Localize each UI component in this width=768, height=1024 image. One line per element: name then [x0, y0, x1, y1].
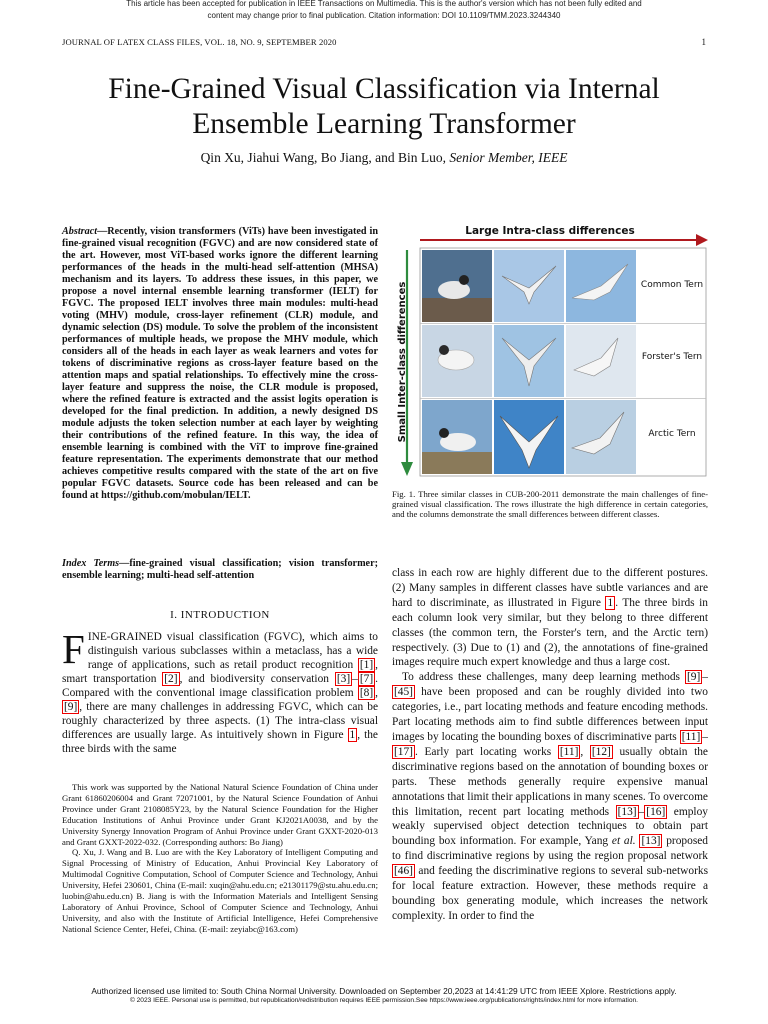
- intro-text: , the three birds with the same: [62, 729, 378, 755]
- body-text: ,: [580, 745, 584, 758]
- citation-link[interactable]: [17]: [394, 745, 413, 758]
- body-text: class in each row are highly different due to the different postures. (2) Many samples in different classes have subtle variances and are hard to discriminate, as illustrated in Figure: [392, 567, 708, 609]
- figure-link[interactable]: 1: [349, 729, 356, 741]
- intro-text: INE-GRAINED visual classification (FGVC), which aims to distinguish various subclasses within a metaclass, has a wide range of applications, such as retail product recognition: [87, 631, 378, 671]
- citation-link[interactable]: [1]: [359, 659, 374, 671]
- row-label-arctic-tern: Arctic Tern: [648, 429, 696, 439]
- body-text-italic: et al.: [608, 835, 636, 848]
- body-text: usually obtain the discriminative regions based on the annotation of bounding boxes or parts. These methods generally require expensive manual annotations that limit their applications in many scenes. To overcome this limitation, recent part locating methods: [392, 745, 708, 818]
- intro-paragraph: [62, 626, 378, 756]
- body-text: –: [702, 730, 708, 743]
- index-terms-text: —fine-grained visual classification; vision transformer; ensemble learning; multi-head self-attention: [62, 558, 378, 581]
- page-number: 1: [701, 37, 706, 47]
- citation-link[interactable]: [12]: [591, 745, 611, 758]
- abstract-label: Abstract: [62, 226, 98, 237]
- accepted-notice: [0, 0, 768, 22]
- citation-link[interactable]: [2]: [164, 673, 178, 685]
- bird-photo-row-3: [422, 400, 636, 474]
- paragraph: [392, 566, 708, 670]
- running-head: JOURNAL OF LATEX CLASS FILES, VOL. 18, NO. 9, SEPTEMBER 2020: [62, 37, 337, 47]
- citation-link[interactable]: [46]: [394, 865, 413, 878]
- citation-link[interactable]: [8]: [359, 687, 374, 699]
- index-terms: [62, 558, 378, 582]
- body-text: –: [638, 805, 645, 818]
- citation-link[interactable]: [9]: [64, 701, 78, 713]
- body-text: –: [702, 671, 708, 684]
- intro-text: , there are many challenges in addressing FGVC, which can be roughly characterized by three aspects. (1) The intra-class visual differences are usually large. As intuitively shown in Figure: [62, 701, 378, 741]
- body-text: To address these challenges, many deep learning methods: [402, 671, 680, 684]
- row-label-forsters-tern: Forster's Tern: [641, 352, 703, 362]
- intro-text: , smart transportation: [62, 659, 378, 685]
- figure-caption: Fig. 1. Three similar classes in CUB-200-2011 demonstrate the main challenges of fine-grained visual classification. The rows illustrate the high difference in certain categories, and the columns demonstrate the small differences between different classes.: [392, 489, 708, 520]
- abstract-text: —Recently, vision transformers (ViTs) have been investigated in fine-grained visual recognition (FGVC) and are now considered state of the art. However, most ViT-based works ignore the different learning performances of the heads in the multi-head self-attention (MHSA) mechanism and its layers. To address these issues, in this paper, we propose a novel internal ensemble learning transformer (IELT) for FGVC. The proposed IELT involves three main modules: multi-head voting (MHV) module, cross-layer refinement (CLR) module, and dynamic selection (DS) module. To solve the problem of the inconsistent performances of multiple heads, we propose the MHV module, which considers all of the heads in each layer as weak learners and votes for tokens of discriminative regions as cross-layer feature based on the attention maps and spatial relationships. To effectively mine the cross-layer feature and suppress the noise, the CLR module is proposed, where the refined feature is extracted and the assist logits operation is developed for the final prediction. In addition, a newly designed DS module adjusts the token selection number at each layer by weighting their contributions of the refined feature. In this way, the idea of ensemble learning is combined with the ViT to improve fine-grained feature representation. The experiments demonstrate that our method achieves competitive results compared with the state of the art on five popular FGVC datasets. Source code has been released and can be found at https://github.com/mobulan/IELT.: [62, 226, 378, 501]
- title-line-2: Ensemble Learning Transformer: [192, 108, 576, 140]
- body-text: have been proposed and can be roughly divided into two categories, i.e., part locating methods and feature encoding methods. Part locating methods aim to find subtle differences between input images by locating the bounding boxes of discriminative parts: [392, 686, 708, 743]
- footnotes: [62, 782, 378, 935]
- body-text: employ weakly supervised object detection techniques to obtain part bounding box information. For example, Yang: [392, 805, 708, 848]
- notice-line-1: This article has been accepted for publication in IEEE Transactions on Multimedia. This is the author's version which has not been fully edited and: [126, 0, 642, 8]
- affiliation-footnote: Q. Xu, J. Wang and B. Luo are with the Key Laboratory of Intelligent Computing and Signal Processing of Ministry of Education, Anhui Provincial Key Laboratory of Multimodal Cognitive Computation, School of Computer Science and Technology, Anhui University, Hefei 230601, China (E-mail: xuqin@ahu.edu.cn; e21301179@stu.ahu.edu.cn; luobin@ahu.edu.cn) B. Jiang is with the Information Materials and Intelligent Sensing Laboratory of Anhui Province, School of Computer Science and Technology, Anhui University, and also with the Institute of Artificial Intelligence, Hefei Comprehensive National Science Center, Hefei, China. (E-mail: zeyiabc@163.com): [62, 847, 378, 934]
- intro-text: –: [352, 673, 358, 685]
- citation-link[interactable]: [9]: [687, 671, 701, 684]
- copyright-footer: © 2023 IEEE. Personal use is permitted, but republication/redistribution requires IEEE permission.See https://www.ieee.org/publications/rights/index.html for more information.: [129, 997, 639, 1004]
- citation-link[interactable]: [11]: [559, 745, 579, 758]
- section-title: I. INTRODUCTION: [170, 609, 270, 621]
- bird-photo-row-2: [422, 325, 636, 397]
- notice-line-2: content may change prior to final publication. Citation information: DOI 10.1109/TMM.2023.3244340: [207, 11, 561, 20]
- license-footer: Authorized licensed use limited to: South China Normal University. Downloaded on September 20,2023 at 14:41:29 UTC from IEEE Xplore. Restrictions apply.: [91, 986, 677, 996]
- drop-cap: F: [62, 626, 85, 672]
- authors: [40, 150, 728, 166]
- body-text: and feeding the discriminative regions to several sub-networks for local feature extraction. However, these methods require a bounding box generating module, which increases the network complexity. In order to find the: [392, 865, 708, 922]
- citation-link[interactable]: [11]: [681, 730, 701, 743]
- figure-link[interactable]: 1: [607, 596, 614, 609]
- body-text: . Early part locating works: [414, 745, 552, 758]
- funding-footnote: This work was supported by the National Natural Science Foundation of China under Grant 61860206004 and Grant 72071001, by the Natural Science Foundation of Anhui Province under Grant 2108085Y23, by the Natural Science Foundation for the Higher Education Institutions of Anhui Province under Grant KJ2021A0038, and by the University Synergy Innovation Program of Anhui Province under Grant GXXT-2020-013 and Grant GXXT-2022-032. (Corresponding authors: Bo Jiang): [62, 782, 378, 847]
- right-column-text: [392, 566, 708, 924]
- citation-link[interactable]: [3]: [336, 673, 351, 685]
- top-arrow-label: Large Intra-class differences: [465, 225, 635, 237]
- citation-link[interactable]: [13]: [641, 835, 661, 848]
- intro-text: ,: [375, 687, 378, 699]
- bird-photo-row-1: [422, 250, 636, 322]
- side-arrow-label: Small Inter-class differences: [397, 281, 408, 443]
- body-text: proposed to find discriminative regions by using the region proposal network: [392, 835, 708, 863]
- figure-1: [396, 220, 712, 482]
- index-terms-label: Index Terms: [62, 558, 120, 569]
- paper-title: [40, 72, 728, 142]
- citation-link[interactable]: [45]: [394, 686, 413, 699]
- title-line-1: Fine-Grained Visual Classification via Internal: [108, 73, 660, 105]
- row-label-common-tern: Common Tern: [640, 280, 704, 290]
- citation-link[interactable]: [13]: [617, 805, 637, 818]
- body-text: . The three birds in each column look very similar, but they belong to three different classes (the common tern, the Forster's tern, and the Arctic tern) respectively. (3) Due to (1) and (2), the annotations of fine-grained images require much expert knowledge and thus a large cost.: [392, 596, 708, 669]
- intro-text: . Compared with the conventional image classification problem: [62, 673, 378, 699]
- citation-link[interactable]: [16]: [646, 805, 666, 818]
- abstract: [62, 226, 378, 502]
- citation-link[interactable]: [7]: [359, 673, 374, 685]
- paragraph: [392, 670, 708, 923]
- author-names: Qin Xu, Jiahui Wang, Bo Jiang, and Bin Luo,: [200, 150, 446, 165]
- author-role: Senior Member, IEEE: [449, 150, 568, 165]
- intro-text: , and biodiversity conservation: [179, 673, 329, 685]
